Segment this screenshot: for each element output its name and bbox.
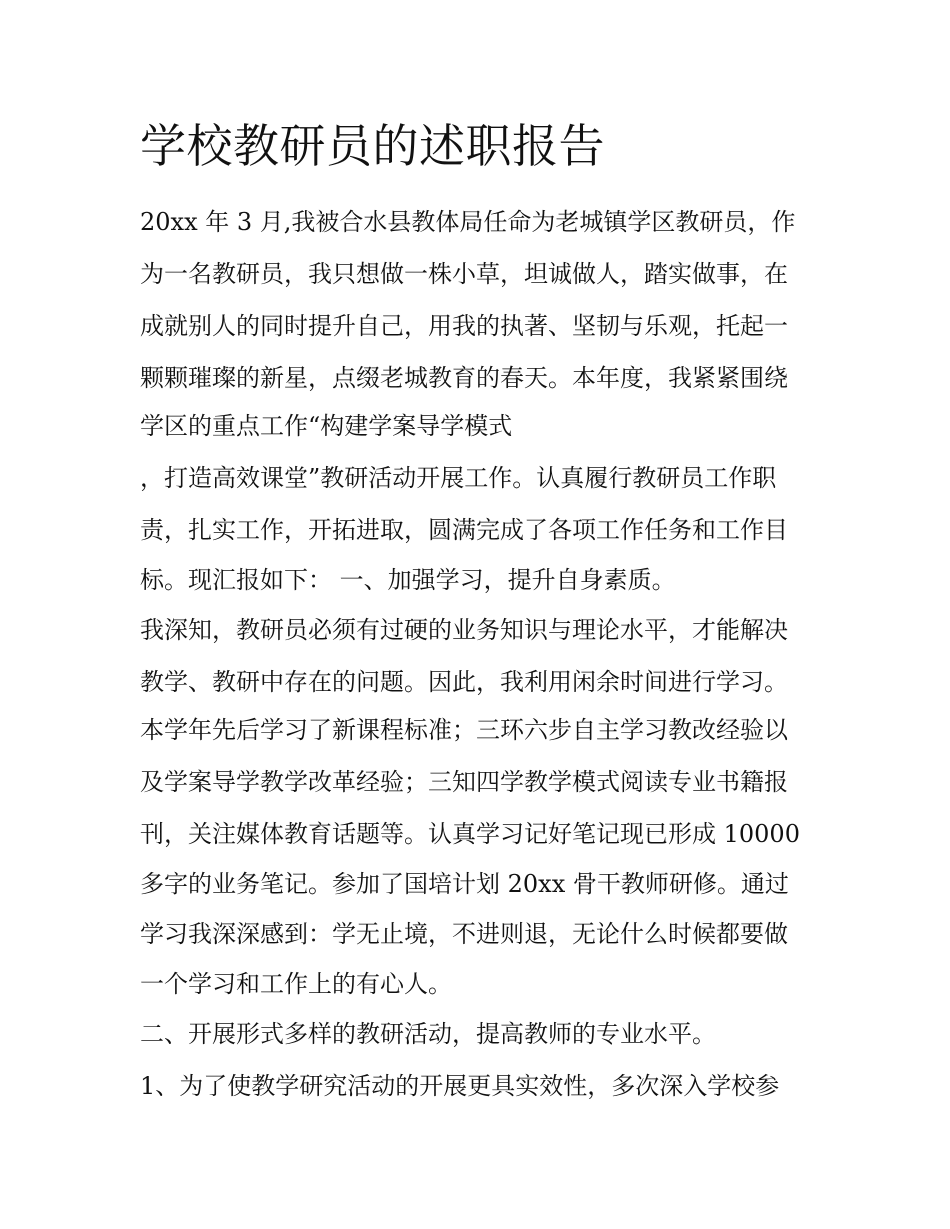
text-line: 为一名教研员，我只想做一株小草，坦诚做人，踏实做事，在 <box>140 260 788 288</box>
text-line: 20xx 年 3 月,我被合水县教体局任命为老城镇学区教研员，作 <box>140 208 796 236</box>
text-line: 颗颗璀璨的新星，点缀老城教育的春天。本年度，我紧紧围绕 <box>140 364 788 392</box>
text-line: 教学、教研中存在的问题。因此，我利用闲余时间进行学习。 <box>140 668 788 696</box>
text-line: 成就别人的同时提升自己，用我的执著、坚韧与乐观，托起一 <box>140 312 788 340</box>
text-line: 1、为了使教学研究活动的开展更具实效性，多次深入学校参 <box>140 1072 780 1100</box>
text-line: 刊，关注媒体教育话题等。认真学习记好笔记现已形成 10000 <box>140 820 800 848</box>
text-line: 学习我深深感到：学无止境，不进则退，无论什么时候都要做 <box>140 920 788 948</box>
document-title: 学校教研员的述职报告 <box>140 119 605 173</box>
text-line: ，打造高效课堂”教研活动开展工作。认真履行教研员工作职 <box>140 464 777 492</box>
text-line: 责，扎实工作，开拓进取，圆满完成了各项工作任务和工作目 <box>140 516 788 544</box>
text-line: 我深知，教研员必须有过硬的业务知识与理论水平，才能解决 <box>140 616 788 644</box>
text-line: 本学年先后学习了新课程标准；三环六步自主学习教改经验以 <box>140 716 788 744</box>
section-heading: 二、开展形式多样的教研活动，提高教师的专业水平。 <box>140 1020 716 1048</box>
text-line: 及学案导学教学改革经验；三知四学教学模式阅读专业书籍报 <box>140 768 788 796</box>
text-line: 学区的重点工作“构建学案导学模式 <box>140 412 513 440</box>
text-line: 多字的业务笔记。参加了国培计划 20xx 骨干教师研修。通过 <box>140 870 789 898</box>
text-line: 一个学习和工作上的有心人。 <box>140 970 452 998</box>
text-line: 标。现汇报如下： 一、加强学习，提升自身素质。 <box>140 566 676 594</box>
